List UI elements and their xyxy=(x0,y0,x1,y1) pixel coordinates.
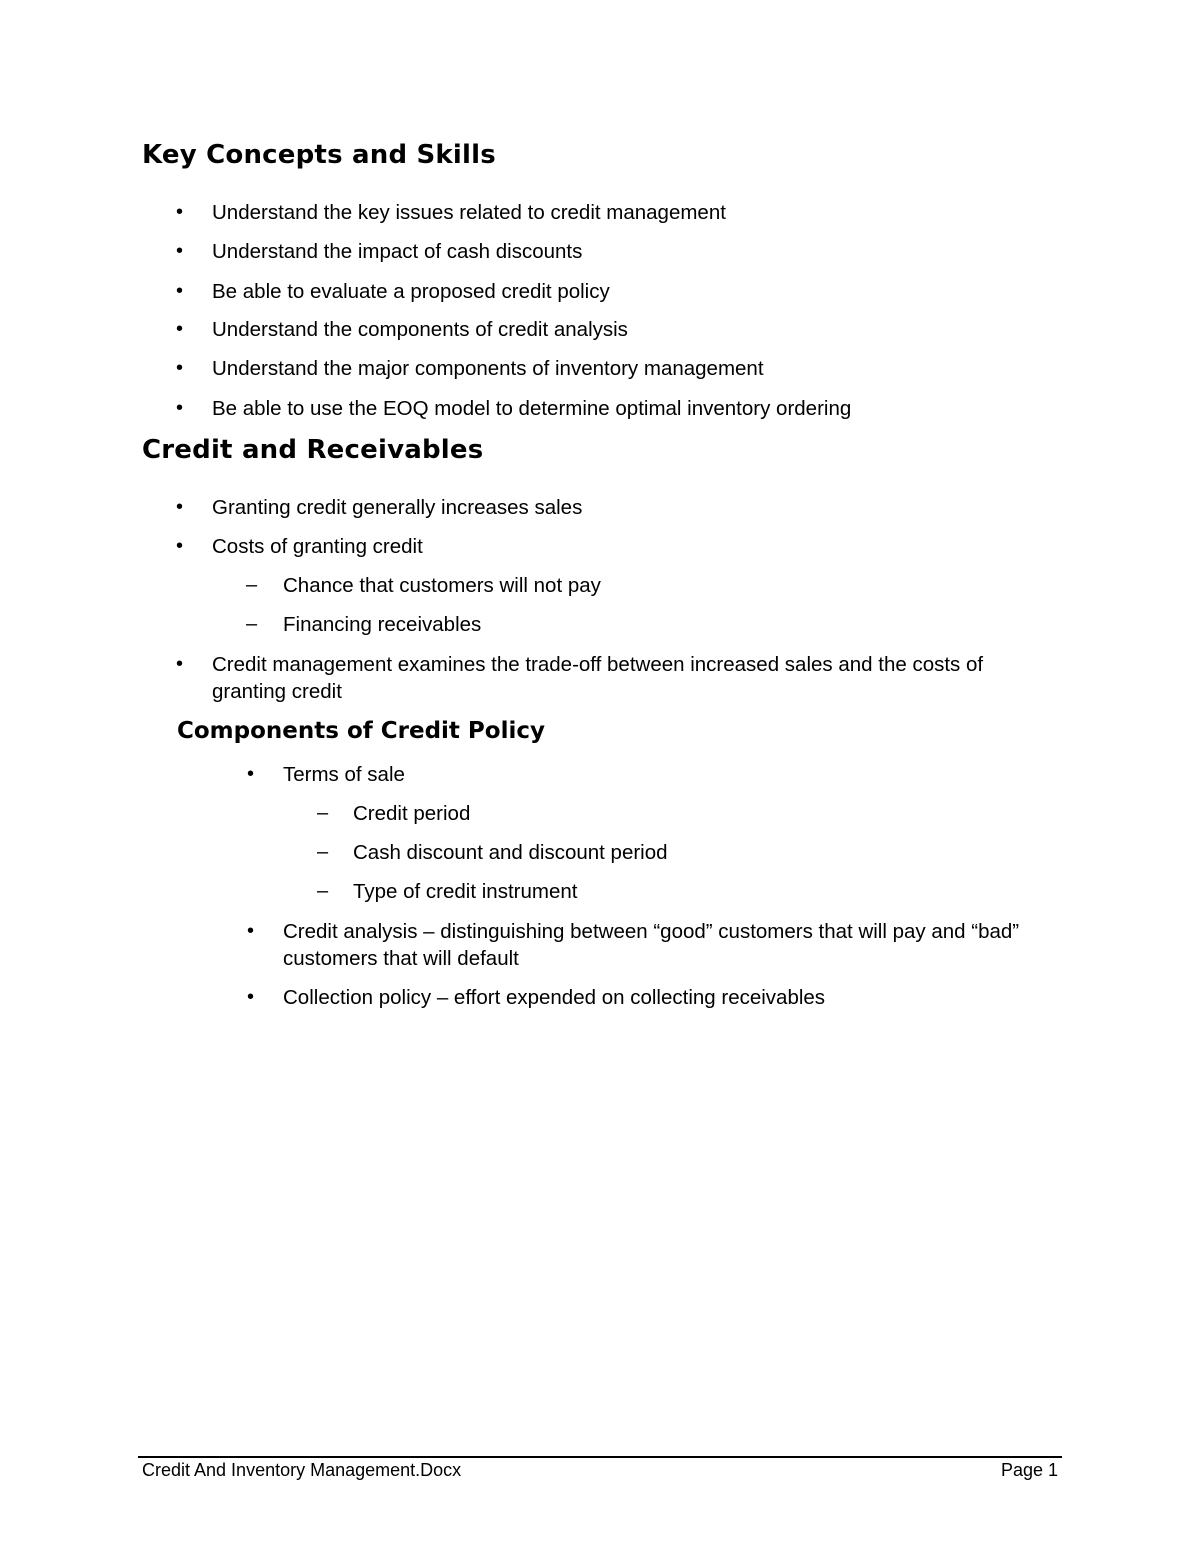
footer-page-number: Page 1 xyxy=(1000,1460,1058,1480)
bullet-marker: • xyxy=(176,280,184,302)
bullet-marker: • xyxy=(176,357,184,379)
sub-list-item-text: Type of credit instrument xyxy=(353,880,578,903)
sub-list-item-text: Chance that customers will not pay xyxy=(283,574,601,597)
list-item-text: Understand the impact of cash discounts xyxy=(212,240,583,263)
subsection-heading-credit-policy: Components of Credit Policy xyxy=(177,718,545,744)
sub-list-item-text: Credit period xyxy=(353,802,471,825)
dash-marker: – xyxy=(246,574,258,596)
bullet-marker: • xyxy=(176,535,184,557)
list-item-text: Credit analysis – distinguishing between “good” customers that will pay and “bad” customers that will default xyxy=(283,920,1020,970)
bullet-marker: • xyxy=(176,496,184,518)
bullet-marker: • xyxy=(176,397,184,419)
dash-marker: – xyxy=(317,841,329,863)
list-item-text: Understand the components of credit analysis xyxy=(212,318,628,341)
list-item-text: Collection policy – effort expended on collecting receivables xyxy=(283,986,826,1009)
list-item-text: Terms of sale xyxy=(283,763,405,786)
list-item-text: Understand the major components of inventory management xyxy=(212,357,764,380)
list-item-text: Credit management examines the trade-off between increased sales and the costs of granting credit xyxy=(212,653,984,703)
list-item-text: Be able to use the EOQ model to determine optimal inventory ordering xyxy=(212,397,852,420)
section-heading-key-concepts: Key Concepts and Skills xyxy=(142,140,496,170)
bullet-marker: • xyxy=(247,763,255,785)
footer-rule xyxy=(138,1456,1062,1458)
dash-marker: – xyxy=(246,613,258,635)
bullet-marker: • xyxy=(247,920,255,942)
list-item-text: Understand the key issues related to credit management xyxy=(212,201,726,224)
sub-list-item-text: Cash discount and discount period xyxy=(353,841,668,864)
footer-filename: Credit And Inventory Management.Docx xyxy=(142,1460,462,1480)
bullet-marker: • xyxy=(247,986,255,1008)
dash-marker: – xyxy=(317,802,329,824)
dash-marker: – xyxy=(317,880,329,902)
bullet-marker: • xyxy=(176,653,184,675)
sub-list-item-text: Financing receivables xyxy=(283,613,482,636)
list-item-text: Granting credit generally increases sales xyxy=(212,496,583,519)
list-item-text: Be able to evaluate a proposed credit policy xyxy=(212,280,610,303)
section-heading-credit-receivables: Credit and Receivables xyxy=(142,435,484,465)
list-item-text: Costs of granting credit xyxy=(212,535,423,558)
bullet-marker: • xyxy=(176,201,184,223)
bullet-marker: • xyxy=(176,240,184,262)
bullet-marker: • xyxy=(176,318,184,340)
